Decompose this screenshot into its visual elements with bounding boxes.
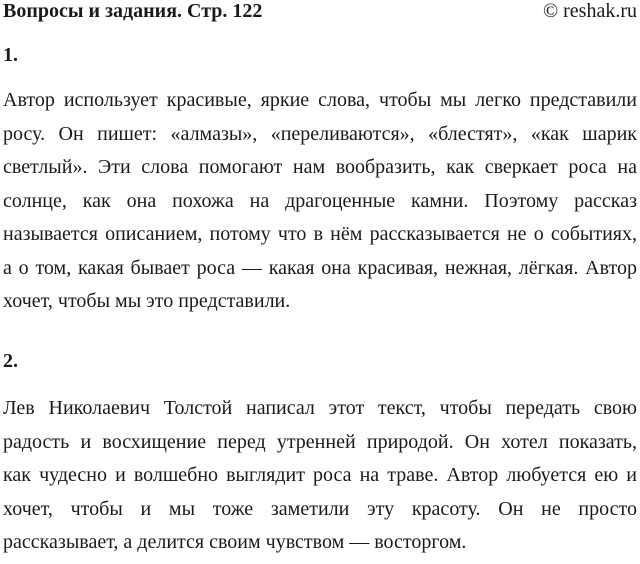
- paragraph-line: росу. Он пишет: «алмазы», «переливаются», «блестят», «как шарик: [3, 122, 637, 145]
- question-number-1: 1.: [3, 44, 18, 66]
- page-header: [3, 0, 637, 26]
- paragraph-line: Автор использует красивые, яркие слова, чтобы мы легко представили: [3, 89, 637, 111]
- paragraph-line: солнце, как она похожа на драгоценные камни. Поэтому рассказ: [3, 189, 637, 212]
- paragraph-line: хочет, чтобы и мы тоже заметили эту красоту. Он не просто: [3, 497, 637, 520]
- question-number-2: 2.: [3, 350, 18, 372]
- paragraph-line: а о том, какая бывает роса — какая она красивая, нежная, лёгкая. Автор: [3, 256, 637, 279]
- answer-paragraph-1: [3, 84, 637, 319]
- paragraph-line: светлый». Эти слова помогают нам вообразить, как сверкает роса на: [3, 156, 637, 178]
- answer-paragraph-2: [3, 392, 637, 560]
- paragraph-line: Лев Николаевич Толстой написал этот текст, чтобы передать свою: [3, 397, 637, 419]
- paragraph-line: называется описанием, потому что в нём рассказывается не о событиях,: [3, 223, 637, 245]
- page-title: Вопросы и задания. Стр. 122: [3, 0, 263, 22]
- paragraph-line: хочет, чтобы мы это представили.: [3, 290, 291, 312]
- paragraph-line: как чудесно и волшебно выглядит роса на траве. Автор любуется ею и: [3, 464, 637, 486]
- paragraph-line: рассказывает, а делится своим чувством — восторгом.: [3, 531, 467, 553]
- site-watermark: © reshak.ru: [542, 0, 637, 22]
- paragraph-line: радость и восхищение перед утренней природой. Он хотел показать,: [3, 430, 637, 453]
